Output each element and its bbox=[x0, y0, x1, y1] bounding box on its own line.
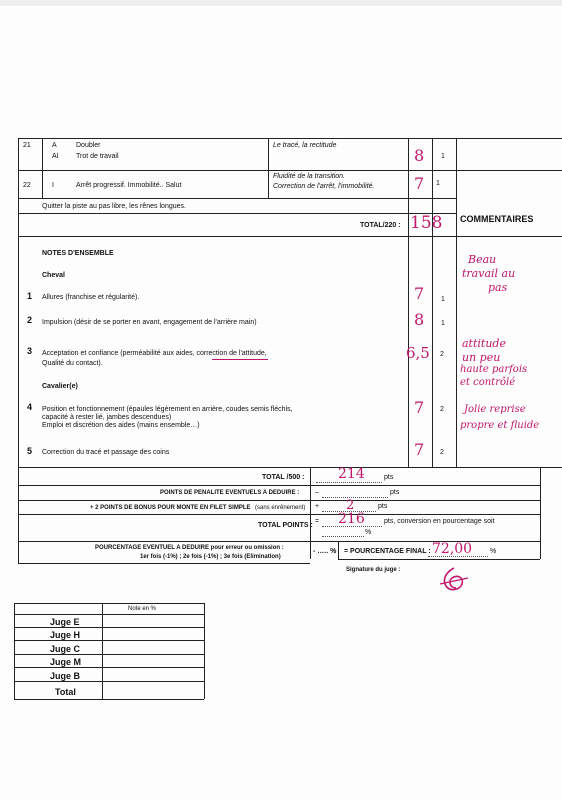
item4-coef: 2 bbox=[440, 406, 444, 413]
item2-coef: 1 bbox=[441, 320, 445, 327]
item1-note: 7 bbox=[414, 284, 425, 303]
item5-num: 5 bbox=[27, 446, 33, 456]
judge-m: Juge M bbox=[50, 657, 82, 667]
row21-note: 8 bbox=[414, 146, 425, 165]
item5-line1: Correction du tracé et passage des coins bbox=[42, 449, 170, 456]
cavalier-label: Cavalier(e) bbox=[42, 383, 78, 390]
item4-line3: Emploi et discrétion des aides (mains ensemble…) bbox=[42, 422, 200, 429]
quitter-piste: Quitter la piste au pas libre, les rênes longues. bbox=[42, 203, 186, 210]
item5-coef: 2 bbox=[440, 449, 444, 456]
commentaires-header: COMMENTAIRES bbox=[460, 214, 534, 224]
item1-line1: Allures (franchise et régularité). bbox=[42, 294, 140, 301]
judge-e: Juge E bbox=[50, 617, 80, 627]
comment-3-line2: un peu bbox=[462, 351, 501, 364]
total-points-label: TOTAL POINTS : bbox=[258, 522, 313, 529]
penalite-sign: – bbox=[315, 489, 319, 496]
comment-1-line1: Beau bbox=[468, 253, 497, 266]
row21-num: 21 bbox=[23, 142, 31, 149]
row21-movement2: Trot de travail bbox=[76, 153, 119, 160]
item3-note: 6,5 bbox=[406, 344, 430, 362]
judge-total: Total bbox=[55, 687, 76, 697]
total-points-value: 216 bbox=[338, 511, 365, 527]
top-scan-mark bbox=[0, 0, 562, 6]
total500-value: 214 bbox=[338, 466, 365, 482]
total220-label: TOTAL/220 : bbox=[360, 222, 401, 229]
penalite-fill bbox=[322, 496, 388, 498]
item3-underline bbox=[212, 359, 268, 360]
row22-coef: 1 bbox=[436, 180, 440, 187]
item4-num: 4 bbox=[27, 402, 33, 412]
final-value: 72,00 bbox=[432, 541, 473, 557]
item3-line1: Acceptation et confiance (perméabilité aux aides, correction de l'attitude, bbox=[42, 350, 267, 357]
judges-header: Note en % bbox=[128, 606, 157, 612]
deduire-value: - ….. % bbox=[313, 548, 337, 555]
final-percent: % bbox=[490, 548, 497, 555]
row22-movement: Arrêt progressif. Immobilité.. Salut bbox=[76, 182, 182, 189]
row22-note: 7 bbox=[414, 174, 425, 193]
item5-note: 7 bbox=[414, 440, 425, 459]
penalite-label: POINTS DE PENALITE EVENTUELS A DEDUIRE : bbox=[160, 490, 300, 496]
percent-sign: % bbox=[365, 529, 372, 536]
comment-3-line4: et contrôlé bbox=[460, 377, 516, 388]
row21-letter1: A bbox=[52, 142, 57, 149]
item4-line2: capacité à rester lié, jambes descendues) bbox=[42, 414, 172, 421]
comment-3-line1: attitude bbox=[462, 337, 506, 350]
comment-3-line3: haute parfois bbox=[460, 364, 528, 375]
pourcentage-detail: 1er fois (-1%) ; 2e fois (-1%) ; 3e fois (Elimination) bbox=[140, 554, 281, 560]
item3-coef: 2 bbox=[440, 351, 444, 358]
notes-title: NOTES D'ENSEMBLE bbox=[42, 250, 114, 257]
percent-fill bbox=[322, 535, 364, 537]
comment-4-line1: Jolie reprise bbox=[464, 404, 526, 415]
row21-letter2: AI bbox=[52, 153, 59, 160]
total500-pts: pts bbox=[384, 474, 394, 481]
item2-note: 8 bbox=[414, 310, 425, 329]
item1-num: 1 bbox=[27, 291, 33, 301]
bonus-sign: + bbox=[315, 503, 320, 510]
row21-movement1: Doubler bbox=[76, 142, 101, 149]
item1-coef: 1 bbox=[441, 296, 445, 303]
row21-coef: 1 bbox=[441, 153, 445, 160]
pourcentage-label: POURCENTAGE EVENTUEL A DEDUIRE pour erreur ou omission : bbox=[95, 545, 284, 551]
cheval-label: Cheval bbox=[42, 272, 65, 279]
row21-criteria: Le tracé, la rectitude bbox=[273, 142, 337, 149]
bonus-note: (sans enrênement) bbox=[255, 505, 306, 511]
bonus-value: 2 bbox=[346, 498, 355, 513]
item2-num: 2 bbox=[27, 315, 33, 325]
judge-c: Juge C bbox=[50, 644, 81, 654]
total-points-conversion: pts, conversion en pourcentage soit bbox=[384, 518, 495, 525]
row22-criteria2: Correction de l'arrêt, l'immobilité. bbox=[273, 183, 375, 190]
bonus-pts: pts bbox=[378, 503, 388, 510]
total220-value: 158 bbox=[410, 213, 443, 233]
judge-b: Juge B bbox=[50, 671, 81, 681]
bonus-label: + 2 POINTS DE BONUS POUR MONTE EN FILET SIMPLE bbox=[90, 505, 251, 511]
final-label: = POURCENTAGE FINAL : bbox=[344, 548, 431, 555]
total-points-sign: = bbox=[315, 518, 320, 525]
row22-num: 22 bbox=[23, 182, 31, 189]
item2-line1: Impulsion (désir de se porter en avant, engagement de l'arrière main) bbox=[42, 319, 257, 326]
total500-label: TOTAL /500 : bbox=[262, 474, 305, 481]
row22-letter: I bbox=[52, 182, 54, 189]
item3-num: 3 bbox=[27, 346, 33, 356]
item4-line1: Position et fonctionnement (épaules légèrement en arrière, coudes semis fléchis, bbox=[42, 406, 293, 413]
judge-h: Juge H bbox=[50, 630, 81, 640]
item3-line2: Qualité du contact). bbox=[42, 360, 103, 367]
comment-1-line3: pas bbox=[488, 281, 508, 294]
penalite-pts: pts bbox=[390, 489, 400, 496]
comment-4-line2: propre et fluide bbox=[460, 420, 540, 431]
item4-note: 7 bbox=[414, 398, 425, 417]
row22-criteria1: Fluidité de la transition. bbox=[273, 173, 345, 180]
comment-1-line2: travail au bbox=[462, 267, 516, 280]
signature-label: Signature du juge : bbox=[346, 567, 401, 573]
judge-signature bbox=[436, 566, 472, 596]
